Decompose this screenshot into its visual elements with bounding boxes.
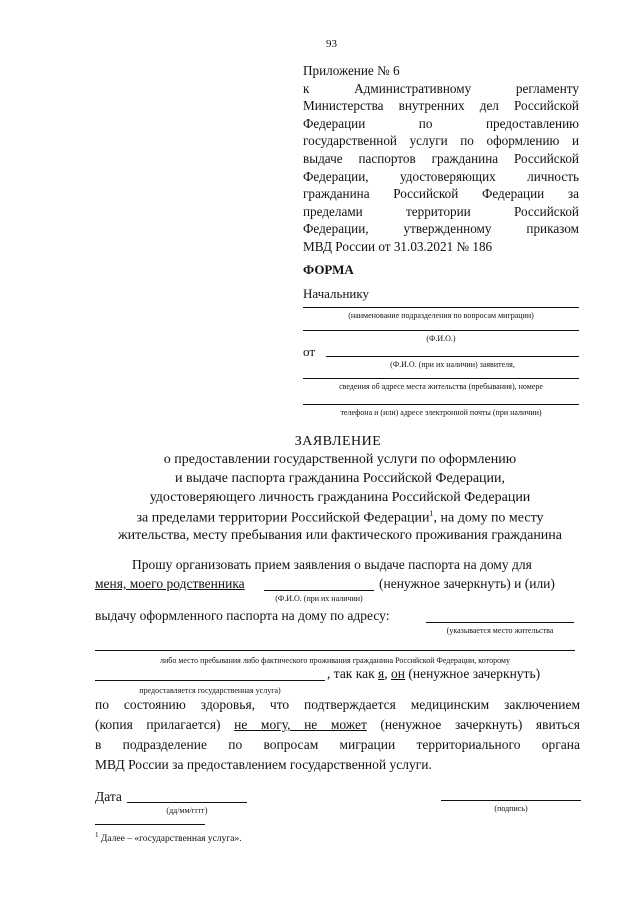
applicant-line [326, 356, 579, 357]
date-label: Дата [95, 789, 122, 804]
p3-ya: я [378, 666, 385, 681]
p2-text: выдачу оформленного паспорта на дому по адресу: [95, 608, 390, 623]
from-label: от [303, 344, 316, 359]
provided-caption: предоставляется государственная услуга) [139, 686, 281, 695]
date-caption: (дд/мм/гггг) [166, 806, 208, 815]
p4-line2 [95, 717, 580, 733]
title-line-b: , на дому по месту [433, 510, 544, 526]
applicant-caption: (Ф.И.О. (при их наличии) заявителя, [390, 360, 515, 369]
p3-b: (ненужное зачеркнуть) [404, 666, 541, 681]
unit-line [303, 307, 579, 308]
address-caption: сведения об адресе места жительства (пребывания), номере [339, 382, 543, 391]
p1-underlined: меня, моего родственника [95, 576, 245, 591]
annex-line: Федерации по предоставлению [303, 115, 579, 131]
relative-fio-caption: (Ф.И.О. (при их наличии) [275, 594, 363, 603]
stay-caption: либо место пребывания либо фактического проживания гражданина Российской Федерации, которому [160, 656, 510, 665]
footnote-text: Далее – «государственная услуга». [98, 834, 242, 845]
contacts-line [303, 404, 579, 405]
p4-line1: по состоянию здоровья, что подтверждается медицинским заключением [95, 697, 580, 712]
annex-block [303, 62, 579, 256]
residence-caption: (указывается место жительства [446, 626, 554, 635]
date-line [127, 802, 247, 803]
p4-line3: в подразделение по вопросам миграции территориального органа [95, 737, 580, 752]
p3-comma: , [384, 666, 391, 681]
footnote-mark: 1 [95, 831, 99, 839]
title-line-a: за пределами территории Российской Федерации [136, 510, 430, 526]
annex-line: Приложение № 6 [303, 63, 400, 78]
signature-line [441, 800, 581, 801]
unit-caption: (наименование подразделения по вопросам миграции) [348, 311, 534, 320]
annex-line: пределами территории Российской [303, 203, 579, 219]
annex-line: МВД России от 31.03.2021 № 186 [303, 238, 493, 254]
signature-caption: (подпись) [494, 804, 528, 813]
p4-b: (ненужное зачеркнуть) явиться [366, 717, 580, 732]
form-label: ФОРМА [303, 262, 354, 277]
title-line: жительства, месту пребывания или фактического проживания гражданина [117, 528, 563, 543]
p3-a: , так как [327, 666, 379, 681]
annex-line: государственной услуги по оформлению и [303, 133, 579, 149]
p3-text [327, 666, 540, 682]
footnote [95, 831, 242, 844]
footnote-ref: 1 [429, 509, 434, 518]
title-line: и выдаче паспорта гражданина Российской Федерации, [174, 471, 506, 486]
p4-u: не могу, не может [234, 717, 367, 732]
footnote-divider [95, 824, 205, 825]
title-line: о предоставлении государственной услуги по оформлению [163, 452, 517, 467]
fio-caption: (Ф.И.О.) [426, 334, 456, 343]
annex-line: Федерации, удостоверяющих личность [303, 168, 579, 184]
annex-line: гражданина Российской Федерации за [303, 186, 579, 202]
page-number: 93 [326, 38, 337, 50]
p1-line1: Прошу организовать прием заявления о выдаче паспорта на дому для [132, 557, 532, 572]
annex-line: Министерства внутренних дел Российской [303, 98, 579, 114]
annex-line: к Административному регламенту [303, 80, 579, 96]
document-heading: ЗАЯВЛЕНИЕ [294, 434, 382, 449]
title-line: удостоверяющего личность гражданина Российской Федерации [149, 490, 531, 505]
p1-line2-rest: (ненужное зачеркнуть) и (или) [379, 576, 555, 591]
p4-line4: МВД России за предоставлением государственной услуги. [95, 757, 432, 772]
p4-a: (копия прилагается) [95, 717, 235, 732]
p3-on: он [391, 666, 405, 681]
relative-fio-line [264, 590, 374, 591]
addressee-chief: Начальнику [303, 286, 370, 301]
title-line [20, 509, 640, 527]
annex-line: выдаче паспортов гражданина Российской [303, 150, 579, 166]
residence-line [426, 622, 574, 623]
annex-line: Федерации, утвержденному приказом [303, 221, 579, 237]
stay-line [95, 650, 575, 651]
fio-line [303, 330, 579, 331]
recipient-line [95, 680, 325, 681]
contacts-caption: телефона и (или) адресе электронной почты (при наличии) [340, 408, 542, 417]
address-line [303, 378, 579, 379]
